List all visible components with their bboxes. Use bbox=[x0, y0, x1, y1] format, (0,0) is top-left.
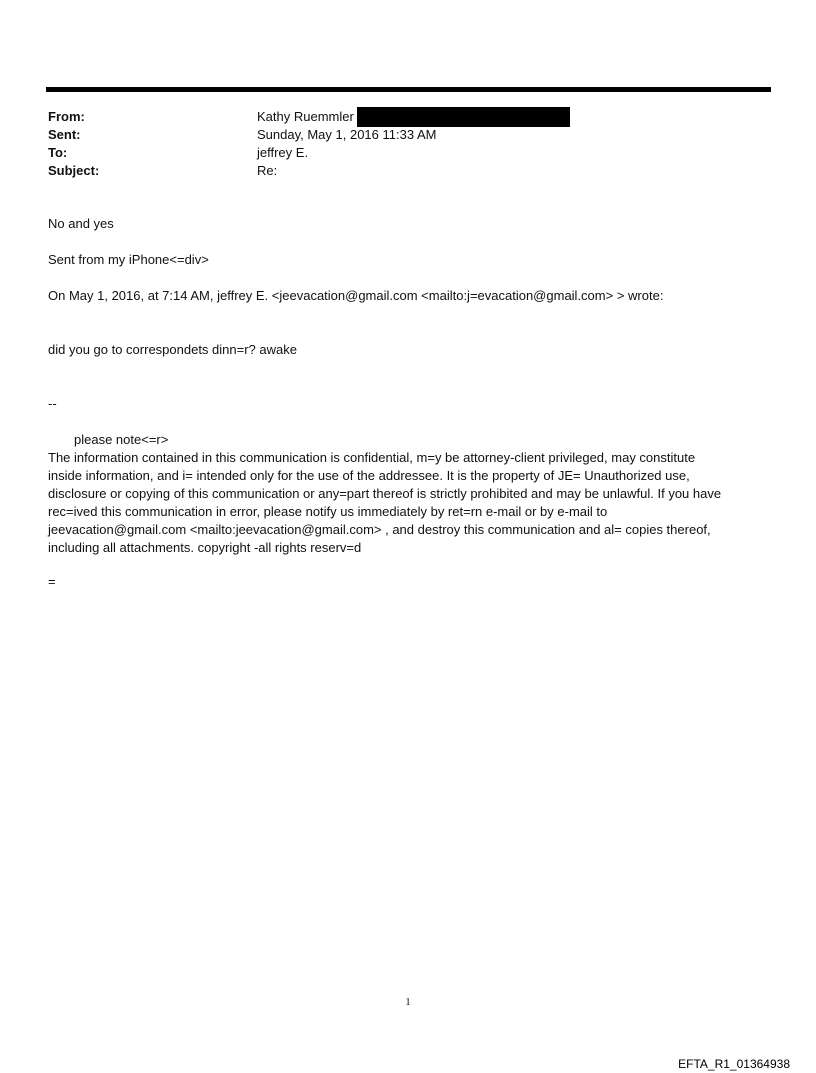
disclaimer-line: inside information, and i= intended only for the use of the addressee. It is the property of JE= Unauthorized use, bbox=[48, 468, 690, 483]
disclaimer-line: including all attachments. copyright -all rights reserv=d bbox=[48, 540, 362, 555]
to-value: jeffrey E. bbox=[257, 145, 309, 160]
signature-text: Sent from my iPhone<=div> bbox=[48, 252, 209, 267]
subject-value: Re: bbox=[257, 163, 278, 178]
disclaimer-title: please note<=r> bbox=[74, 432, 169, 447]
page-number: 1 bbox=[405, 996, 411, 1008]
disclaimer-line: jeevacation@gmail.com <mailto:jeevacation@gmail.com> , and destroy this communication and al= copies thereof, bbox=[48, 522, 711, 537]
subject-label: Subject: bbox=[48, 163, 100, 178]
sender-name: Kathy Ruemmler bbox=[257, 109, 354, 124]
quoted-message: did you go to correspondets dinn=r? awake bbox=[48, 342, 297, 357]
header-rule bbox=[46, 87, 771, 92]
sent-value: Sunday, May 1, 2016 11:33 AM bbox=[257, 127, 437, 142]
sent-row bbox=[48, 126, 768, 144]
from-label: From: bbox=[48, 109, 85, 124]
trailer-text: = bbox=[48, 574, 56, 589]
document-id: EFTA_R1_01364938 bbox=[678, 1057, 790, 1071]
redaction-block bbox=[357, 107, 570, 127]
subject-row bbox=[48, 162, 768, 180]
separator-text: -- bbox=[48, 396, 57, 411]
to-label: To: bbox=[48, 145, 68, 160]
disclaimer-line: rec=ived this communication in error, please notify us immediately by ret=rn e-mail or by e-mail to bbox=[48, 504, 608, 519]
from-row bbox=[48, 108, 768, 126]
disclaimer-line: The information contained in this communication is confidential, m=y be attorney-client privileged, may constitute bbox=[48, 450, 696, 465]
disclaimer-block bbox=[48, 431, 773, 557]
reply-text: No and yes bbox=[48, 216, 114, 231]
from-value bbox=[257, 108, 570, 127]
to-row bbox=[48, 144, 768, 162]
sent-label: Sent: bbox=[48, 127, 81, 142]
quote-header: On May 1, 2016, at 7:14 AM, jeffrey E. <jeevacation@gmail.com <mailto:j=evacation@gmail.com> > wrote: bbox=[48, 288, 664, 303]
email-header bbox=[48, 108, 768, 180]
disclaimer-line: disclosure or copying of this communication or any=part thereof is strictly prohibited and may be unlawful. If you have bbox=[48, 486, 722, 501]
